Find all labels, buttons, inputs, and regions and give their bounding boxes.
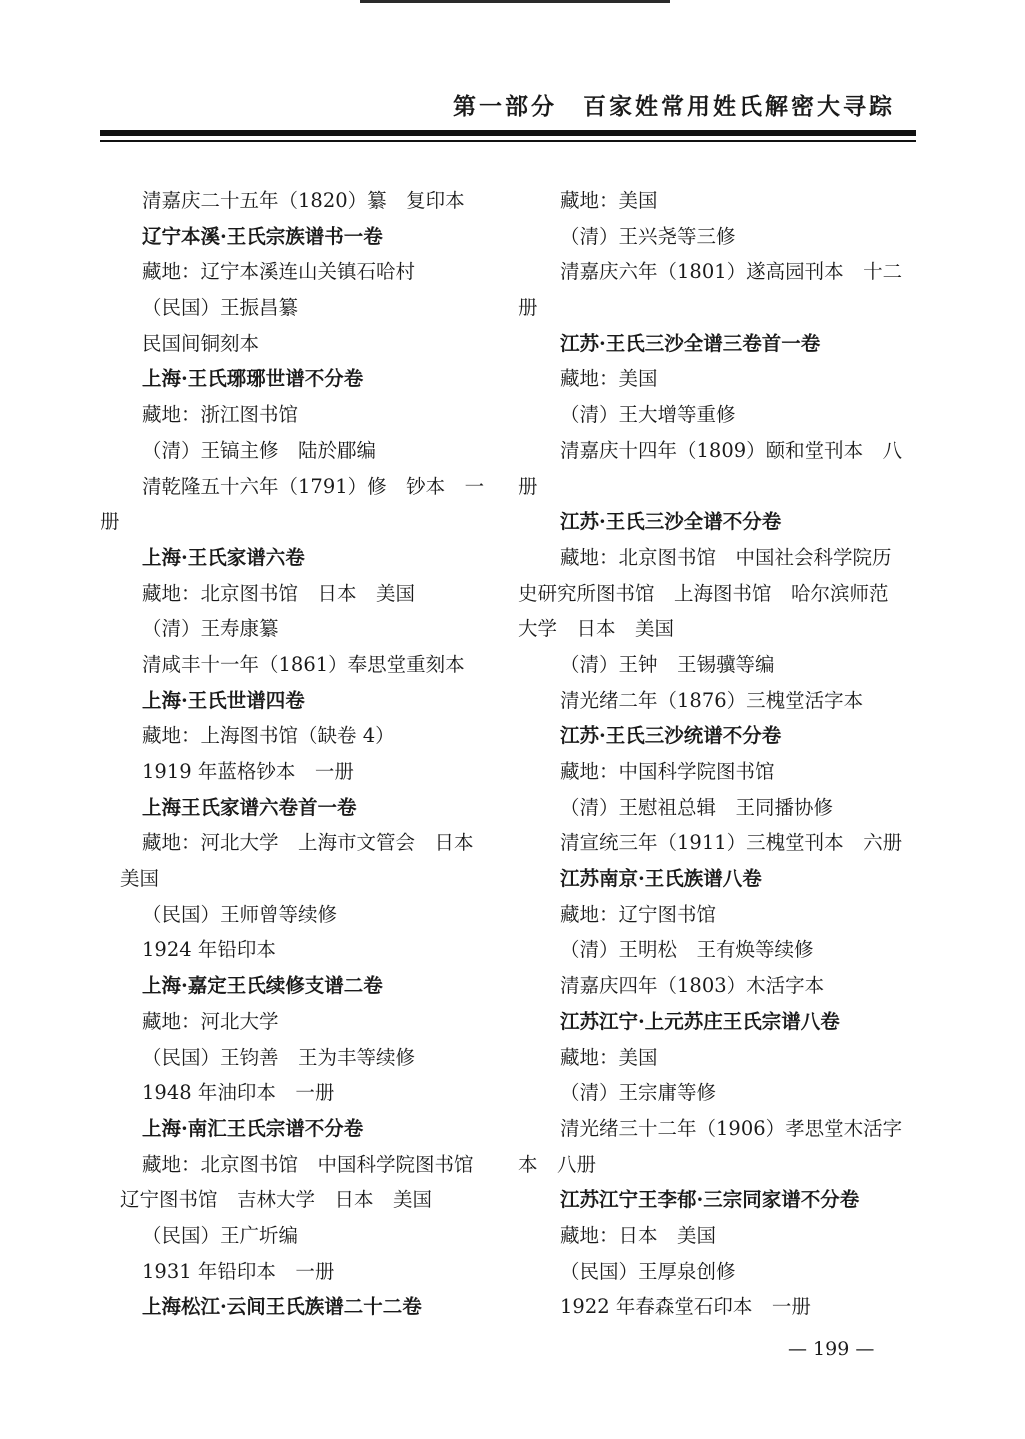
text-line: 藏地：浙江图书馆 [142, 403, 299, 427]
text-line: 清宣统三年（1911）三槐堂刊本 六册 [560, 831, 903, 855]
text-line: 辽宁图书馆 吉林大学 日本 美国 [120, 1188, 433, 1212]
text-line: 册 [518, 296, 538, 320]
text-line: 本 八册 [518, 1152, 597, 1176]
text-line: （清）王慰祖总辑 王同播协修 [560, 795, 834, 819]
text-line: （清）王明松 王有焕等续修 [560, 938, 814, 962]
text-line: 清嘉庆六年（1801）遂高园刊本 十二 [560, 260, 903, 284]
text-line: （民国）王振昌纂 [142, 296, 299, 320]
text-line: 藏地：中国科学院图书馆 [560, 760, 775, 783]
text-line: 藏地：北京图书馆 中国社会科学院历 [560, 545, 892, 569]
text-line: （民国）王广圻编 [142, 1223, 299, 1247]
genealogy-title: 江苏·王氏三沙统谱不分卷 [560, 724, 782, 748]
text-line: （清）王大增等重修 [560, 403, 736, 427]
text-line: （清）王镐主修 陆於郿编 [142, 438, 377, 462]
running-header: 第一部分 百家姓常用姓氏解密大寻踪 [453, 93, 895, 120]
header-rule-thick [100, 130, 916, 136]
text-line: （清）王兴尧等三修 [560, 224, 736, 248]
genealogy-title: 江苏·王氏三沙全谱三卷首一卷 [560, 331, 821, 355]
text-line: 清嘉庆二十五年（1820）纂 复印本 [142, 189, 465, 212]
text-line: 清嘉庆四年（1803）木活字本 [560, 974, 825, 998]
genealogy-title: 上海松江·云间王氏族谱二十二卷 [142, 1295, 422, 1319]
text-line: 清乾隆五十六年（1791）修 钞本 一 [142, 474, 485, 498]
text-line: 册 [518, 474, 538, 498]
genealogy-title: 江苏·王氏三沙全谱不分卷 [560, 510, 782, 534]
text-line: 美国 [120, 867, 160, 891]
text-line: 大学 日本 美国 [518, 617, 675, 641]
text-line: （民国）王厚泉创修 [560, 1259, 736, 1283]
genealogy-title: 上海·王氏世谱四卷 [142, 688, 305, 712]
top-edge-line [360, 0, 670, 3]
text-line: 1948 年油印本 一册 [142, 1081, 335, 1105]
text-line: 藏地：上海图书馆（缺卷 4） [142, 724, 395, 748]
left-column [100, 183, 500, 1325]
text-line: 藏地：北京图书馆 中国科学院图书馆 [142, 1152, 474, 1176]
text-line: 藏地：河北大学 上海市文管会 日本 [142, 831, 474, 855]
text-line: （清）王宗庸等修 [560, 1081, 717, 1105]
genealogy-title: 上海·嘉定王氏续修支谱二卷 [142, 974, 383, 998]
text-line: 藏地：美国 [560, 1045, 658, 1069]
text-line: （民国）王师曾等续修 [142, 902, 338, 926]
text-line: 藏地：辽宁图书馆 [560, 902, 717, 926]
text-line: 清嘉庆十四年（1809）颐和堂刊本 八 [560, 438, 903, 462]
right-column [518, 183, 918, 1325]
text-line: 藏地：美国 [560, 189, 658, 212]
page-number: — 199 — [788, 1338, 875, 1360]
text-line: 清光绪三十二年（1906）孝思堂木活字 [560, 1116, 903, 1140]
text-line: 藏地：美国 [560, 367, 658, 391]
genealogy-title: 上海王氏家谱六卷首一卷 [142, 795, 357, 819]
text-line: 清咸丰十一年（1861）奉思堂重刻本 [142, 652, 465, 676]
genealogy-title: 江苏江宁王李郁·三宗同家谱不分卷 [560, 1188, 860, 1212]
text-line: 藏地：河北大学 [142, 1009, 279, 1033]
text-line: 清光绪二年（1876）三槐堂活字本 [560, 688, 864, 712]
text-line: 1922 年春森堂石印本 一册 [560, 1295, 811, 1319]
text-line: 藏地：北京图书馆 日本 美国 [142, 581, 416, 605]
text-line: 民国间铜刻本 [142, 331, 260, 355]
text-line: 册 [100, 510, 120, 534]
text-line: 1924 年铅印本 [142, 938, 276, 962]
header-rule-thin [100, 140, 916, 142]
text-line: 1931 年铅印本 一册 [142, 1259, 335, 1283]
genealogy-title: 上海·南汇王氏宗谱不分卷 [142, 1116, 364, 1140]
text-line: （民国）王钧善 王为丰等续修 [142, 1045, 416, 1069]
genealogy-title: 上海·王氏家谱六卷 [142, 545, 305, 569]
text-line: 1919 年蓝格钞本 一册 [142, 760, 354, 783]
genealogy-title: 江苏江宁·上元苏庄王氏宗谱八卷 [560, 1009, 840, 1033]
genealogy-title: 上海·王氏琊琊世谱不分卷 [142, 367, 364, 391]
text-line: （清）王寿康纂 [142, 617, 279, 641]
genealogy-title: 辽宁本溪·王氏宗族谱书一卷 [142, 224, 383, 248]
text-line: 藏地：辽宁本溪连山关镇石哈村 [142, 260, 416, 284]
genealogy-title: 江苏南京·王氏族谱八卷 [560, 867, 762, 891]
text-line: 藏地：日本 美国 [560, 1223, 717, 1247]
text-line: （清）王钟 王锡骥等编 [560, 652, 775, 676]
text-line: 史研究所图书馆 上海图书馆 哈尔滨师范 [518, 581, 889, 605]
